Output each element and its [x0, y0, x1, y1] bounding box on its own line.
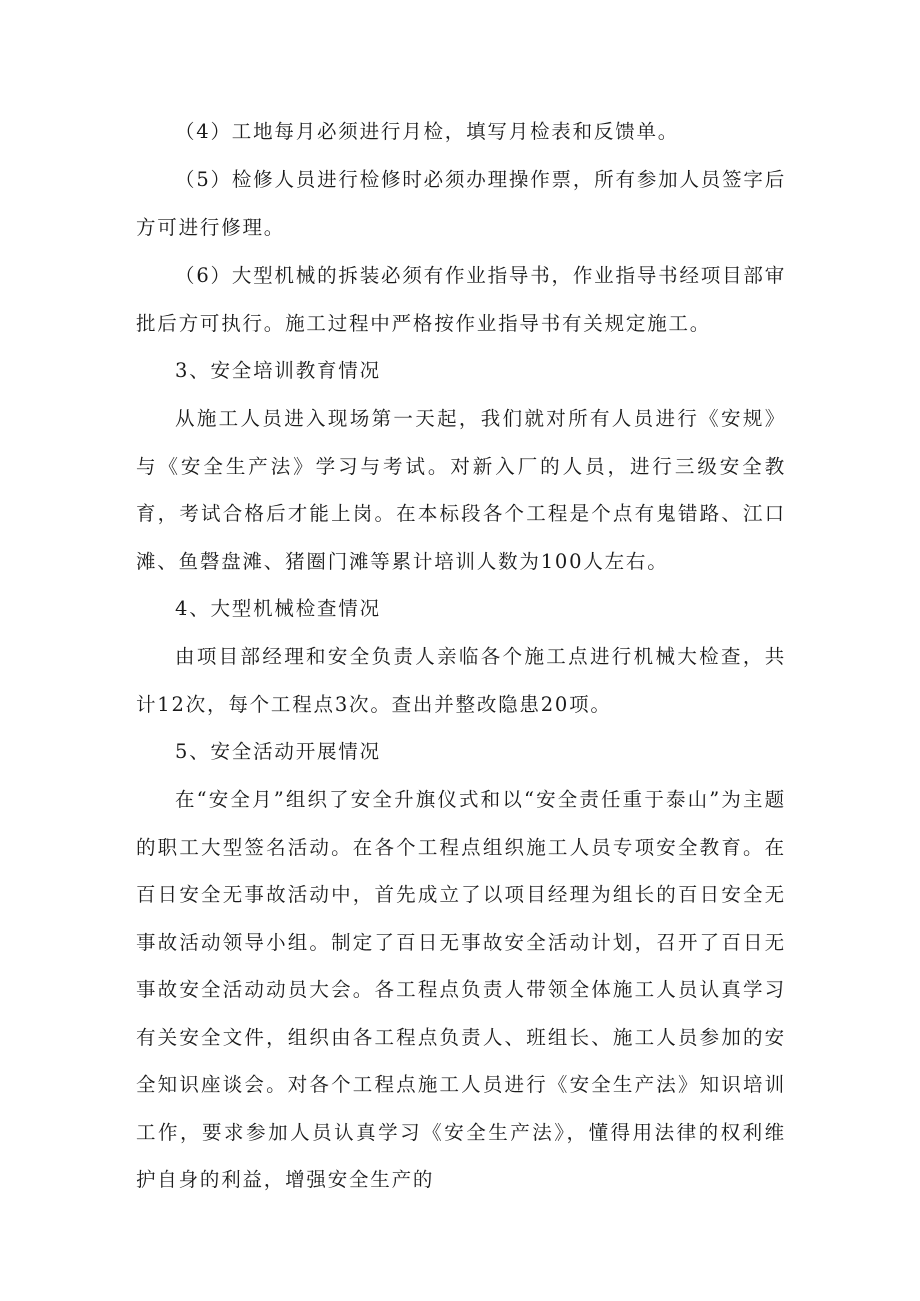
paragraph-item-6: （6）大型机械的拆装必须有作业指导书，作业指导书经项目部审批后方可执行。施工过程中严格按作业指导书有关规定施工。	[136, 264, 786, 335]
paragraph-item-5: （5）检修人员进行检修时必须办理操作票，所有参加人员签字后方可进行修理。	[136, 168, 786, 239]
paragraph-item-4: （4）工地每月必须进行月检，填写月检表和反馈单。	[175, 120, 680, 143]
section-heading-safety-activities: 5、安全活动开展情况	[175, 740, 381, 763]
paragraph-machinery-inspection: 由项目部经理和安全负责人亲临各个施工点进行机械大检查，共计12次，每个工程点3次。查出并整改隐患20项。	[136, 645, 786, 716]
section-heading-safety-training: 3、安全培训教育情况	[175, 359, 381, 382]
section-heading-machinery-inspection: 4、大型机械检查情况	[175, 597, 381, 620]
paragraph-safety-activities: 在“安全月”组织了安全升旗仪式和以“安全责任重于泰山”为主题的职工大型签名活动。在各个工程点组织施工人员专项安全教育。在百日安全无事故活动中，首先成立了以项目经理为组长的百日安全无事故活动领导小组。制定了百日无事故安全活动计划，召开了百日无事故安全活动动员大会。各工程点负责人带领全体施工人员认真学习有关安全文件，组织由各工程点负责人、班组长、施工人员参加的安全知识座谈会。对各个工程点施工人员进行《安全生产法》知识培训工作，要求参加人员认真学习《安全生产法》，懂得用法律的权利维护自身的利益，增强安全生产的	[136, 788, 786, 1191]
paragraph-safety-training: 从施工人员进入现场第一天起，我们就对所有人员进行《安规》与《安全生产法》学习与考试。对新入厂的人员，进行三级安全教育，考试合格后才能上岗。在本标段各个工程是个点有鬼错路、江口滩、鱼磬盘滩、猪圈门滩等累计培训人数为100人左右。	[136, 407, 786, 573]
